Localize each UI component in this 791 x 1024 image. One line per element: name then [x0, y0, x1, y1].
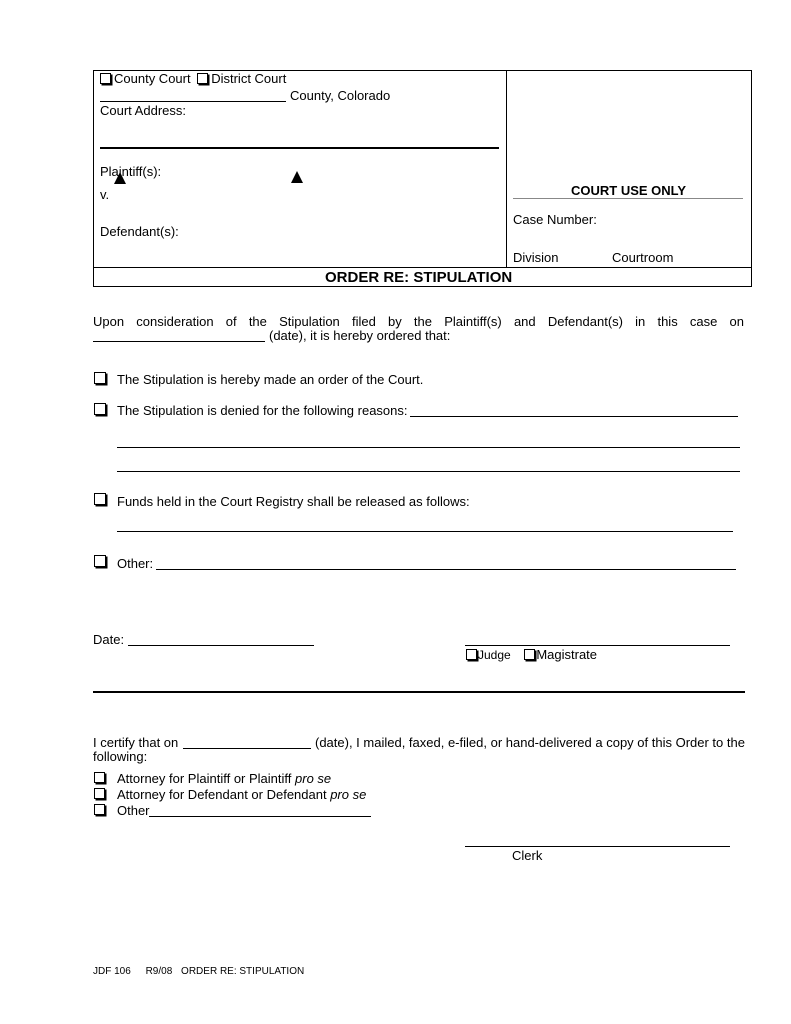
- pro-se-plaintiff: pro se: [295, 771, 332, 786]
- other-field[interactable]: [156, 556, 736, 570]
- atty-plaintiff-checkbox[interactable]: [94, 772, 105, 783]
- date-label: Date:: [93, 632, 125, 647]
- certificate-line-2: following:: [93, 749, 148, 764]
- funds-label: Funds held in the Court Registry shall be released as follows:: [117, 494, 470, 509]
- plaintiffs-label: Plaintiff(s):: [100, 164, 162, 179]
- county-court-label: County Court: [114, 71, 191, 86]
- denied-label: The Stipulation is denied for the following reasons:: [117, 403, 408, 418]
- court-use-only-rule: [513, 198, 743, 199]
- section-divider: [93, 691, 745, 693]
- stipulation-date-field[interactable]: [93, 328, 265, 342]
- footer-revision: R9/08: [145, 966, 173, 977]
- cert-other-field[interactable]: [149, 803, 371, 817]
- magistrate-label: Magistrate: [536, 647, 598, 662]
- judge-checkbox[interactable]: [466, 649, 477, 660]
- cert-other-checkbox[interactable]: [94, 804, 105, 815]
- case-number-label: Case Number:: [513, 212, 597, 227]
- versus-label: v.: [100, 187, 110, 202]
- county-name-field[interactable]: [100, 88, 286, 102]
- made-order-label: The Stipulation is hereby made an order of the Court.: [117, 372, 424, 387]
- judge-label: Judge: [478, 648, 511, 662]
- intro-line-2: (date), it is hereby ordered that:: [269, 328, 451, 343]
- made-order-checkbox[interactable]: [94, 372, 106, 384]
- denied-checkbox[interactable]: [94, 403, 106, 415]
- court-use-only-label: COURT USE ONLY: [571, 183, 687, 198]
- clerk-label: Clerk: [512, 848, 543, 863]
- atty-plaintiff-label: Attorney for Plaintiff or Plaintiff: [117, 771, 292, 786]
- certificate-line-1b: (date), I mailed, faxed, e-filed, or hand-delivered a copy of this Order to the: [315, 735, 745, 750]
- pro-se-defendant: pro se: [330, 787, 367, 802]
- county-court-checkbox[interactable]: [100, 73, 111, 84]
- denied-reason-field-2[interactable]: [117, 434, 740, 448]
- order-date-field[interactable]: [128, 632, 314, 646]
- footer-form-name: ORDER RE: STIPULATION: [181, 966, 305, 977]
- defendants-label: Defendant(s):: [100, 224, 179, 239]
- footer-form-number: JDF 106: [93, 966, 131, 977]
- atty-defendant-label: Attorney for Defendant or Defendant: [117, 787, 327, 802]
- triangle-marker-left: [114, 172, 126, 184]
- denied-reason-field-3[interactable]: [117, 458, 740, 472]
- funds-release-field[interactable]: [117, 518, 733, 532]
- court-address-label: Court Address:: [100, 103, 186, 118]
- page-title: ORDER RE: STIPULATION: [325, 269, 513, 286]
- courtroom-label: Courtroom: [612, 250, 674, 265]
- certificate-line-1a: I certify that on: [93, 735, 179, 750]
- title-divider: [93, 267, 751, 268]
- district-court-checkbox[interactable]: [197, 73, 208, 84]
- triangle-marker-right: [291, 171, 303, 183]
- division-label: Division: [513, 250, 559, 265]
- mailing-date-field[interactable]: [183, 735, 311, 749]
- denied-reason-field-1[interactable]: [410, 403, 738, 417]
- magistrate-checkbox[interactable]: [524, 649, 535, 660]
- cert-other-label: Other: [117, 803, 150, 818]
- funds-checkbox[interactable]: [94, 493, 106, 505]
- caption-divider: [506, 70, 507, 267]
- other-label: Other:: [117, 556, 154, 571]
- judge-signature-line[interactable]: [465, 645, 730, 646]
- county-colorado-label: County, Colorado: [290, 88, 391, 103]
- district-court-label: District Court: [211, 71, 287, 86]
- intro-line-1: Upon consideration of the Stipulation filed by the Plaintiff(s) and Defendant(s) in this case on: [93, 314, 744, 329]
- court-address-line[interactable]: [100, 147, 499, 149]
- atty-defendant-checkbox[interactable]: [94, 788, 105, 799]
- clerk-signature-line[interactable]: [465, 846, 730, 847]
- other-checkbox[interactable]: [94, 555, 106, 567]
